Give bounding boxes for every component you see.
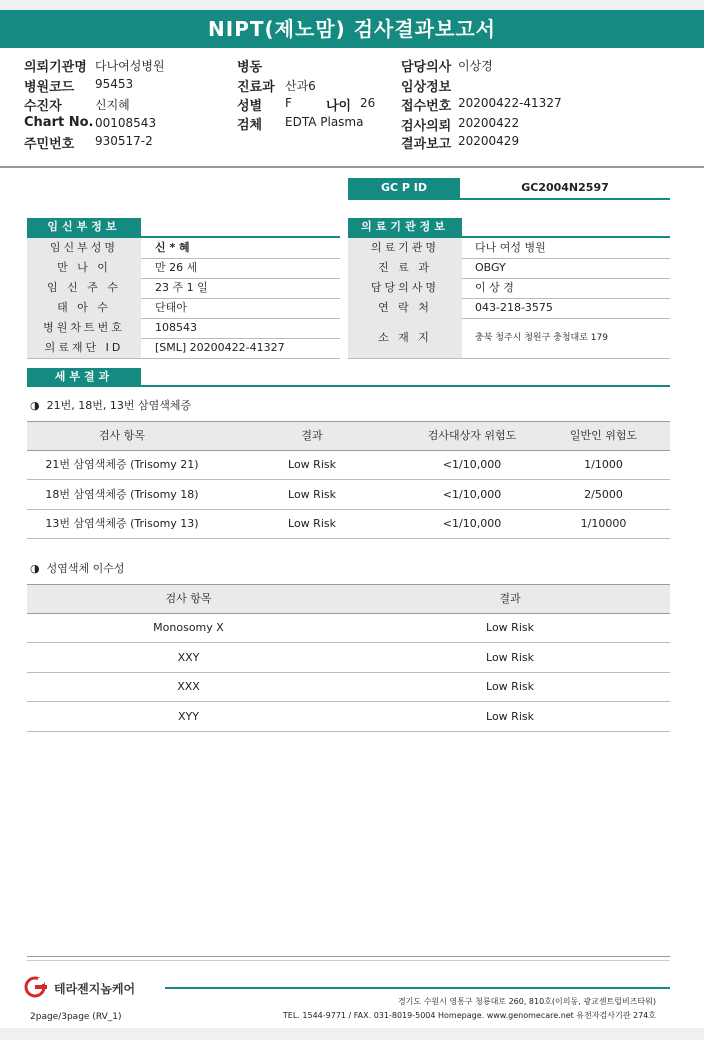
info-row [27,298,340,319]
info-value: 충북 청주시 청원구 충청대로 179 [475,333,608,343]
table-cell: Low Risk [486,709,534,723]
gcp-id-box [348,178,670,200]
table-cell: <1/10,000 [442,487,502,501]
receipt-label: 접수번호 [401,99,452,114]
header-cell: 결과 [301,429,323,442]
info-value: 108543 [155,321,197,334]
doctor-label: 담당의사 [401,60,452,75]
specimen-label: 검체 [237,118,263,133]
info-label: 태 아 수 [27,298,141,318]
specimen-field [237,114,262,133]
sex-value: F [285,96,292,110]
report-title: NIPT(제노맘) 검사결과보고서 [0,10,704,48]
code-value: 95453 [95,77,134,91]
info-label: 의료기관명 [348,238,462,258]
chart-field [24,115,93,130]
request-field [401,115,451,134]
age-label: 나이 [326,99,352,114]
info-label: 연 락 처 [348,298,462,318]
info-value: 23 주 1 일 [155,281,208,294]
info-label: 진 료 과 [348,258,462,278]
info-row [348,298,670,319]
company-name: 테라젠지놈케어 [54,982,136,996]
trisomy-subtitle [30,397,191,413]
resident-field [24,133,74,152]
footer-divider-2 [27,960,670,961]
detail-section-title: 세부결과 [27,368,141,386]
dept-value: 산과6 [285,79,316,93]
header-cell: 검사대상자 위험도 [427,429,517,442]
info-label: 병원차트번호 [27,318,141,338]
patient-value: 신지혜 [95,98,130,112]
header-cell: 일반인 위험도 [569,429,638,442]
company-contact: TEL. 1544-9771 / FAX. 031-8019-5004 Homepage. www.genomecare.net 유전자검사기관 274호 [282,1011,656,1020]
table-cell: <1/10,000 [442,458,502,471]
company-address: 경기도 수원시 영통구 청룡대로 260, 810호(이의동, 광교센트럴비즈타워) [397,997,656,1006]
table-header [27,584,670,614]
receipt-value: 20200422-41327 [458,96,562,110]
info-row [348,318,670,359]
info-value: 만 26 세 [155,261,198,274]
pregnant-section-title: 임신부정보 [27,218,141,236]
table-cell: XXX [177,680,200,693]
table-cell: Low Risk [288,517,336,530]
info-row [348,278,670,299]
info-row [348,238,670,259]
table-cell: <1/10,000 [442,517,502,530]
report-value: 20200429 [458,134,520,148]
half-circle-icon: ◑ [30,562,40,575]
table-row [27,702,670,732]
footer-divider [27,956,670,957]
chart-value: 00108543 [95,116,157,130]
table-cell: 1/1000 [584,458,623,471]
half-circle-icon: ◑ [30,399,40,412]
chart-label: Chart No. [24,115,94,130]
info-label: 소 재 지 [348,318,462,358]
doctor-value: 이상경 [458,59,493,73]
info-value: 단태아 [155,301,187,314]
request-value: 20200422 [458,116,520,130]
info-value: 다나 여성 병원 [475,241,546,254]
table-cell: 21번 삼염색체증 (Trisomy 21) [45,458,199,471]
resident-value: 930517-2 [95,134,153,148]
hospital-field [24,56,87,75]
table-row [27,672,670,702]
table-cell: XXY [177,650,200,664]
table-row [27,480,670,510]
info-row [27,278,340,299]
hospital-label: 의뢰기관명 [24,60,87,75]
sex-field [237,95,262,114]
clinical-field [401,76,451,95]
info-label: 담당의사명 [348,278,462,298]
table-cell: 2/5000 [584,487,623,501]
info-value: 신 * 혜 [155,241,190,254]
doctor-field [401,56,451,75]
request-label: 검사의뢰 [401,119,452,134]
sexchrom-subtitle-text: 성염색체 이수성 [46,562,125,575]
table-header [27,421,670,451]
table-cell: Monosomy X [153,621,224,634]
table-cell: Low Risk [486,650,534,664]
info-row [27,318,340,339]
info-row [348,258,670,279]
report-body [0,168,704,1028]
info-value: [SML] 20200422-41327 [155,341,285,354]
header-info [0,48,704,168]
info-value: OBGY [475,261,506,274]
sexchrom-subtitle [30,560,125,576]
code-label: 병원코드 [24,80,75,95]
age-value: 26 [360,96,376,110]
age-field [326,95,351,114]
table-cell: 18번 삼염색체증 (Trisomy 18) [45,487,199,501]
code-field [24,76,74,95]
footer-brand-line [165,987,670,989]
patient-label: 수진자 [24,99,62,114]
info-row [27,338,340,359]
table-cell: Low Risk [288,487,336,501]
company-logo [24,976,50,1002]
hospital-value: 다나여성병원 [95,59,165,73]
page-number: 2page/3page (RV_1) [30,1012,122,1022]
receipt-field [401,95,451,114]
ward-label: 병동 [237,60,263,75]
info-label: 임 신 주 수 [27,278,141,298]
header-cell: 검사 항목 [165,592,212,605]
table-cell: Low Risk [486,621,534,634]
info-row [27,258,340,279]
info-label: 의료재단 ID [27,338,141,358]
report-label: 결과보고 [401,137,452,152]
info-row [27,238,340,259]
institution-section-title: 의료기관정보 [348,218,462,236]
table-cell: 13번 삼염색체증 (Trisomy 13) [45,517,199,530]
info-label: 만 나 이 [27,258,141,278]
table-cell: Low Risk [288,458,336,471]
detail-section-line [27,385,670,387]
header-cell: 검사 항목 [98,429,145,442]
sex-label: 성별 [237,99,263,114]
company-logo-icon [24,976,50,998]
table-row [27,450,670,480]
gcp-id-value: GC2004N2597 [521,181,609,194]
table-row [27,643,670,673]
header-cell: 결과 [499,592,521,605]
resident-label: 주민번호 [24,137,75,152]
dept-field [237,76,275,95]
dept-label: 진료과 [237,80,275,95]
clinical-label: 임상정보 [401,80,452,95]
specimen-value: EDTA Plasma [285,115,364,129]
table-cell: XYY [178,709,199,723]
patient-field [24,95,62,114]
gcp-id-label: GC P ID [348,178,460,198]
table-row [27,509,670,539]
info-value: 이 상 경 [475,281,514,294]
info-value: 043-218-3575 [475,301,553,314]
table-cell: 1/10000 [580,517,627,530]
table-cell: Low Risk [486,680,534,693]
report-field [401,133,451,152]
table-row [27,613,670,643]
ward-field [237,56,262,75]
info-label: 임신부성명 [27,238,141,258]
trisomy-subtitle-text: 21번, 18번, 13번 삼염색체증 [46,399,192,412]
